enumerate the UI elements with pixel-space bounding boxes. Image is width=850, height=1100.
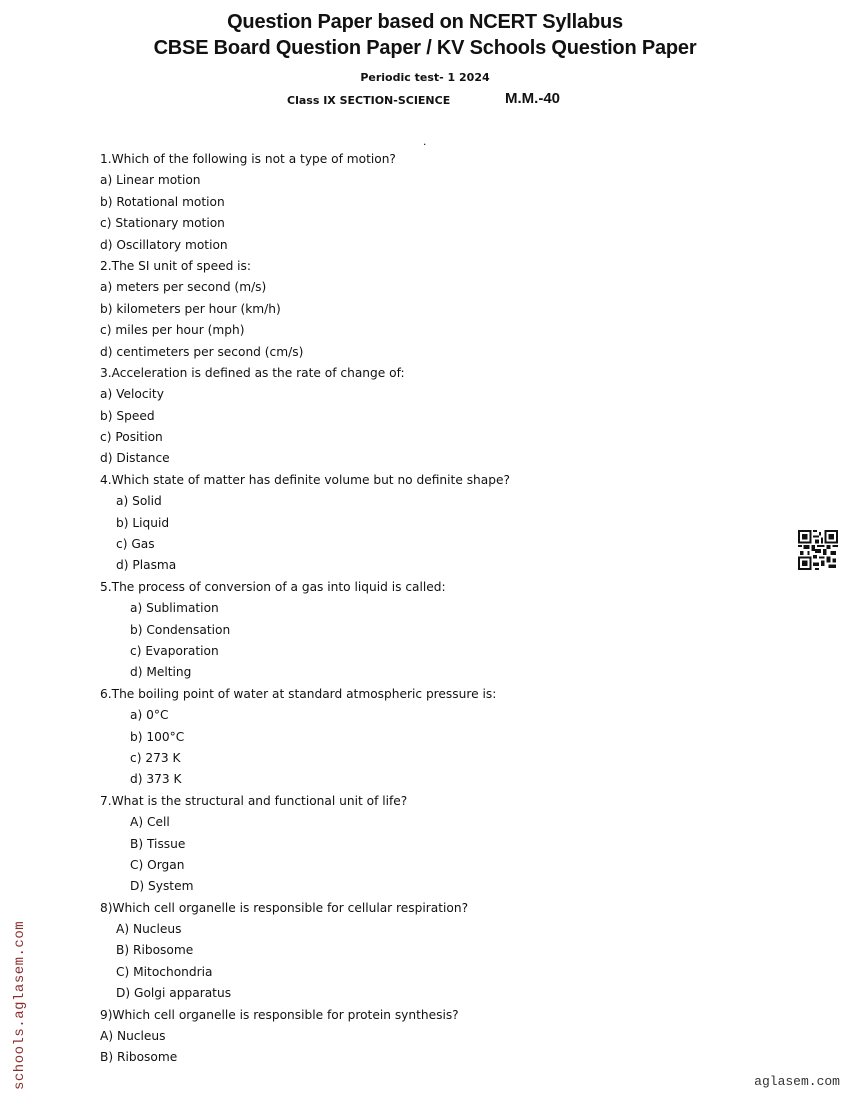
option: B) Ribosome — [116, 943, 194, 958]
option: a) Solid — [116, 494, 162, 509]
option: d) Oscillatory motion — [100, 237, 228, 252]
option: C) Organ — [130, 857, 185, 872]
question-9 — [100, 1006, 510, 1070]
option: b) Rotational motion — [100, 194, 225, 209]
question-text: 8)Which cell organelle is responsible for cellular respiration? — [100, 900, 469, 915]
question-text: 7.What is the structural and functional unit of life? — [100, 793, 408, 808]
option: D) Golgi apparatus — [116, 986, 232, 1001]
option: D) System — [130, 879, 194, 894]
question-2 — [100, 257, 510, 364]
max-marks: M.M.-40 — [505, 90, 561, 107]
option: B) Tissue — [130, 836, 186, 851]
option: d) Plasma — [116, 558, 177, 573]
option: a) Linear motion — [100, 173, 201, 188]
question-8 — [100, 899, 510, 1006]
title-line-2: CBSE Board Question Paper / KV Schools Question Paper — [153, 37, 697, 59]
question-6 — [100, 685, 510, 792]
bottom-watermark: aglasem.com — [754, 1074, 840, 1089]
option: c) Stationary motion — [100, 216, 225, 231]
option: b) 100°C — [130, 729, 185, 744]
option: c) Position — [100, 430, 163, 445]
question-3 — [100, 364, 510, 471]
question-7 — [100, 792, 510, 899]
dot-mark: . — [423, 134, 427, 148]
option: a) Sublimation — [130, 601, 219, 616]
title-line-1: Question Paper based on NCERT Syllabus — [227, 11, 623, 33]
class-section: Class IX SECTION-SCIENCE — [287, 94, 451, 107]
option: d) 373 K — [130, 772, 182, 787]
option: d) Distance — [100, 451, 170, 466]
question-4 — [100, 471, 510, 578]
question-text: 4.Which state of matter has definite volume but no definite shape? — [100, 472, 510, 487]
option: c) Gas — [116, 537, 155, 552]
qr-code-icon[interactable] — [798, 530, 838, 570]
option: c) miles per hour (mph) — [100, 323, 245, 338]
question-1 — [100, 150, 510, 257]
question-text: 2.The SI unit of speed is: — [100, 258, 252, 273]
side-watermark: schools.aglasem.com — [12, 920, 28, 1090]
test-name: Periodic test- 1 2024 — [360, 71, 490, 84]
option: b) kilometers per hour (km/h) — [100, 301, 281, 316]
option: d) centimeters per second (cm/s) — [100, 344, 304, 359]
option: b) Speed — [100, 408, 155, 423]
question-list — [100, 150, 510, 1070]
option: d) Melting — [130, 665, 192, 680]
question-text: 3.Acceleration is defined as the rate of change of: — [100, 365, 405, 380]
option: A) Nucleus — [116, 922, 182, 937]
option: a) Velocity — [100, 387, 164, 402]
question-text: 6.The boiling point of water at standard atmospheric pressure is: — [100, 686, 497, 701]
option: A) Cell — [130, 815, 170, 830]
option: B) Ribosome — [100, 1050, 178, 1065]
option: A) Nucleus — [100, 1029, 166, 1044]
question-text: 1.Which of the following is not a type of motion? — [100, 152, 396, 166]
option: b) Condensation — [130, 622, 231, 637]
question-5 — [100, 578, 510, 685]
option: c) 273 K — [130, 750, 181, 765]
option: c) Evaporation — [130, 643, 219, 658]
option: C) Mitochondria — [116, 964, 213, 979]
option: a) 0°C — [130, 708, 169, 723]
option: a) meters per second (m/s) — [100, 280, 267, 295]
option: b) Liquid — [116, 515, 170, 530]
question-text: 5.The process of conversion of a gas into liquid is called: — [100, 579, 446, 594]
question-text: 9)Which cell organelle is responsible for protein synthesis? — [100, 1007, 459, 1022]
